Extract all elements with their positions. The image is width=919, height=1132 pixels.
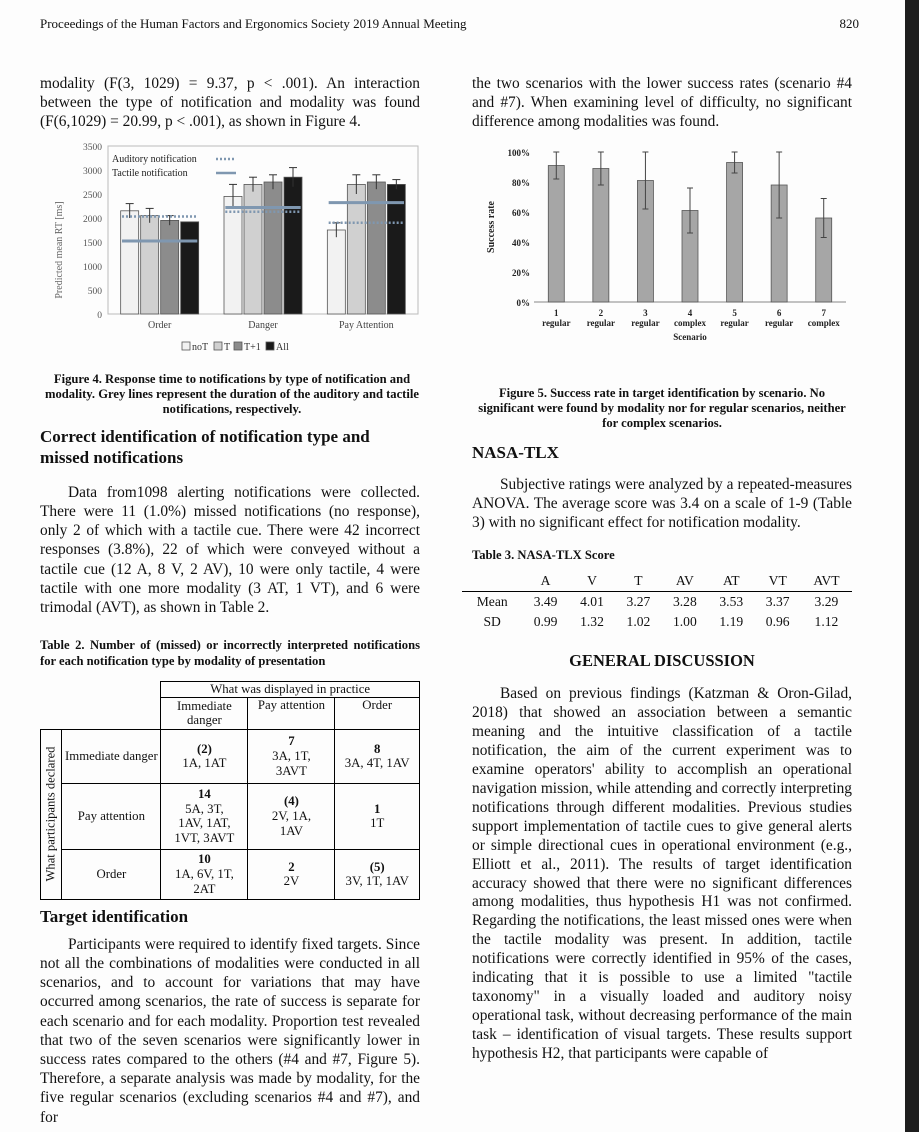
x-tick-label: 6 xyxy=(776,307,782,318)
table-2-cell: 14 5A, 3T, 1AV, 1AT, 1VT, 3AVT xyxy=(161,783,248,849)
fig4-chart xyxy=(40,136,420,358)
bar xyxy=(141,215,159,313)
table-3-header: V xyxy=(587,573,597,589)
table-3-cell: 1.02 xyxy=(626,614,651,630)
x-category-label: Danger xyxy=(248,319,278,331)
y-tick-label: 500 xyxy=(87,286,102,297)
y-tick-label: 2000 xyxy=(83,214,102,225)
x-tick-label: 5 xyxy=(732,307,737,318)
table-2-row-label: Immediate danger xyxy=(62,729,161,783)
table-2-cell: 8 3A, 4T, 1AV xyxy=(335,729,420,783)
table-3-cell: 1.00 xyxy=(672,614,697,630)
table-3-cell: 3.27 xyxy=(626,594,651,610)
x-category-label: regular xyxy=(631,317,660,328)
y-tick-label: 1000 xyxy=(83,262,102,273)
bar xyxy=(224,196,242,314)
table-3-row-label: SD xyxy=(483,614,501,630)
table-3-cell: 3.53 xyxy=(719,594,744,610)
legend-label: Tactile notification xyxy=(112,167,188,179)
table-2-row-label: Order xyxy=(62,849,161,899)
y-tick-label: 1500 xyxy=(83,238,102,249)
paragraph: Based on previous findings (Katzman & Oron-Gilad, 2018) that showed an association between a semantic meaning and the intuitive classification of a tactile notification, the aim of the current experiment was to examine operators' ability to accomplish an operational navigation mission, while attending and correctly interpreting notifications through different modalities. Previous studies support implementation of tactile cues to give general alerts or simple directional cues in operational environment (e.g., Elliott et al., 2011). The results of target identification accuracy showed that there were no significant differences among modalities, thus hypothesis H1 was not confirmed. Regarding the notifications, the least missed ones were when the tactile modality was present. In addition, tactile notifications were correctly identified in 95% of the cases, indicating that it is possible to use a limited "tactile taxonomy" in a visually loaded and auditory noisy operational task, without decreasing performance of the main task – identification of visual targets. These results support hypothesis H2, that participants were capable of xyxy=(472,685,852,1062)
x-tick-label: 7 xyxy=(821,307,826,318)
table-2-cell: 7 3A, 1T, 3AVT xyxy=(248,729,335,783)
table-2-top-header: What was displayed in practice xyxy=(161,682,420,698)
table-3-header: AV xyxy=(675,573,694,589)
table-3-row-label: Mean xyxy=(476,594,508,610)
table-2 xyxy=(40,681,420,900)
figure-5-caption: Figure 5. Success rate in target identification by scenario. No significant were found by modality nor for regular scenarios, neither for complex scenarios. xyxy=(478,385,846,431)
bar xyxy=(121,210,139,313)
figure-4 xyxy=(40,136,420,358)
y-tick-label: 80% xyxy=(512,177,530,188)
table-2-cell: (4) 2V, 1A, 1AV xyxy=(248,783,335,849)
table-3 xyxy=(462,571,852,632)
y-tick-label: 2500 xyxy=(83,190,102,201)
figure-4-caption: Figure 4. Response time to notifications by type of notification and modality. Grey lines represent the duration of the auditory and tactile notifications, respectively. xyxy=(45,371,419,417)
table-3-cell: 0.99 xyxy=(533,614,558,630)
x-tick-label: 4 xyxy=(687,307,693,318)
paragraph: modality (F(3, 1029) = 9.37, p < .001). An interaction between the type of notification and modality was found (F(6,1029) = 20.99, p < .001), as shown in Figure 4. xyxy=(40,75,420,131)
y-axis-label: Success rate xyxy=(486,200,497,253)
table-2-cell: 10 1A, 6V, 1T, 2AT xyxy=(161,849,248,899)
table-3-cell: 3.28 xyxy=(672,594,697,610)
y-axis-label: Predicted mean RT [ms] xyxy=(54,200,65,299)
table-2-side-header: What participants declared xyxy=(41,729,62,899)
section-title: NASA-TLX xyxy=(472,442,559,462)
fig5-chart xyxy=(472,140,852,366)
bar xyxy=(548,165,564,302)
x-category-label: regular xyxy=(764,317,794,328)
bar xyxy=(327,230,345,314)
bar xyxy=(264,182,282,314)
legend-label: T xyxy=(224,341,231,353)
table-3-cell: 3.49 xyxy=(533,594,558,610)
bar xyxy=(181,221,199,313)
y-tick-label: 0 xyxy=(97,310,102,321)
table-2-col-header: Immediate danger xyxy=(161,697,248,729)
running-header xyxy=(40,16,859,32)
table-3-header: VT xyxy=(768,573,787,589)
section-title: Target identification xyxy=(40,906,189,926)
x-category-label: regular xyxy=(720,317,749,328)
legend-label: T+1 xyxy=(244,341,261,353)
x-tick-label: 3 xyxy=(643,307,648,318)
section-title: Correct identification of notification type and missed notifications xyxy=(40,426,370,467)
legend-swatch xyxy=(266,342,274,350)
y-tick-label: 20% xyxy=(512,267,530,278)
bar xyxy=(727,162,743,302)
table-2-caption: Table 2. Number of (missed) or incorrectly interpreted notifications for each notification type by modality of presentation xyxy=(40,638,420,668)
figure-5 xyxy=(472,140,852,366)
legend-swatch xyxy=(234,342,242,350)
table-2-cell: (2) 1A, 1AT xyxy=(161,729,248,783)
paragraph: the two scenarios with the lower success rates (scenario #4 and #7). When examining level of difficulty, no significant difference among modalities was found. xyxy=(472,75,852,131)
bar xyxy=(284,177,302,314)
table-2-col-header: Pay attention xyxy=(248,697,335,729)
table-3-caption: Table 3. NASA-TLX Score xyxy=(472,548,615,563)
table-3-header: AT xyxy=(722,573,740,589)
table-2-row-label: Pay attention xyxy=(62,783,161,849)
y-tick-label: 3500 xyxy=(83,142,102,153)
y-tick-label: 40% xyxy=(512,237,530,248)
x-axis-label: Scenario xyxy=(673,331,707,342)
table-3-header: AVT xyxy=(813,573,840,589)
table-2-cell: 1 1T xyxy=(335,783,420,849)
x-category-label: regular xyxy=(586,317,616,328)
y-tick-label: 100% xyxy=(507,147,530,158)
table-2-cell: (5) 3V, 1T, 1AV xyxy=(335,849,420,899)
paragraph: Subjective ratings were analyzed by a repeated-measures ANOVA. The average score was 3.4 on a scale of 1-9 (Table 3) with no significant effect for notification modality. xyxy=(472,475,852,532)
bar xyxy=(593,168,609,302)
journal-title: Proceedings of the Human Factors and Ergonomics Society 2019 Annual Meeting xyxy=(40,16,467,31)
section-title: GENERAL DISCUSSION xyxy=(569,651,755,671)
right-column xyxy=(472,74,852,1064)
x-category-label: complex xyxy=(807,317,840,328)
table-2-cell: 2 2V xyxy=(248,849,335,899)
table-3-cell: 0.96 xyxy=(765,614,790,630)
legend-label: All xyxy=(276,341,289,353)
x-category-label: complex xyxy=(674,317,706,328)
x-tick-label: 2 xyxy=(598,307,604,318)
table-3-cell: 1.19 xyxy=(719,614,744,630)
table-2-col-header: Order xyxy=(335,697,420,729)
legend-swatch xyxy=(182,342,190,350)
bar xyxy=(244,184,262,314)
legend-label: noT xyxy=(192,341,209,353)
table-3-cell: 1.32 xyxy=(580,614,604,630)
paragraph: Data from1098 alerting notifications were collected. There were 11 (1.0%) missed notifications (no response), only 2 of which with a tactile cue. There were 42 incorrect responses (3.8%), 22 of which were conveyed without a tactile cue (12 A, 8 V, 2 AV), 10 were only tactile, 4 were tactile with one more modality (3 AT, 1 VT), and 6 were trimodal (AVT), as shown in Table 2. xyxy=(40,483,420,617)
y-tick-label: 3000 xyxy=(83,166,102,177)
paragraph: Participants were required to identify fixed targets. Since not all the combinations of modalities were conducted in all scenarios, and to account for variations that may have occurred among scenarios, the rate of success is separate for each scenario and for each modality. Proportion test revealed that two of the seven scenarios were significantly lower in success rates compared to the others (#4 and #7, Figure 5). Therefore, a separate analysis was made by modality, for the five regular scenarios (excluding scenarios #4 and #7), and for xyxy=(40,935,420,1126)
table-3-cell: 3.37 xyxy=(765,594,790,610)
table-3-cell: 1.12 xyxy=(814,614,839,630)
x-category-label: Order xyxy=(148,319,172,331)
page-number: 820 xyxy=(839,16,859,31)
y-tick-label: 0% xyxy=(516,297,530,308)
x-category-label: regular xyxy=(542,317,571,328)
legend-label: Auditory notification xyxy=(112,153,197,165)
bar xyxy=(161,220,179,314)
y-tick-label: 60% xyxy=(512,207,530,218)
x-tick-label: 1 xyxy=(554,307,559,318)
table-3-cell: 3.29 xyxy=(814,594,839,610)
left-column xyxy=(40,74,420,1127)
table-3-cell: 4.01 xyxy=(580,594,604,610)
table-3-header xyxy=(462,571,522,592)
table-3-header: T xyxy=(634,573,643,589)
legend-swatch xyxy=(214,342,222,350)
x-category-label: Pay Attention xyxy=(338,319,394,331)
table-3-header: A xyxy=(540,573,551,589)
